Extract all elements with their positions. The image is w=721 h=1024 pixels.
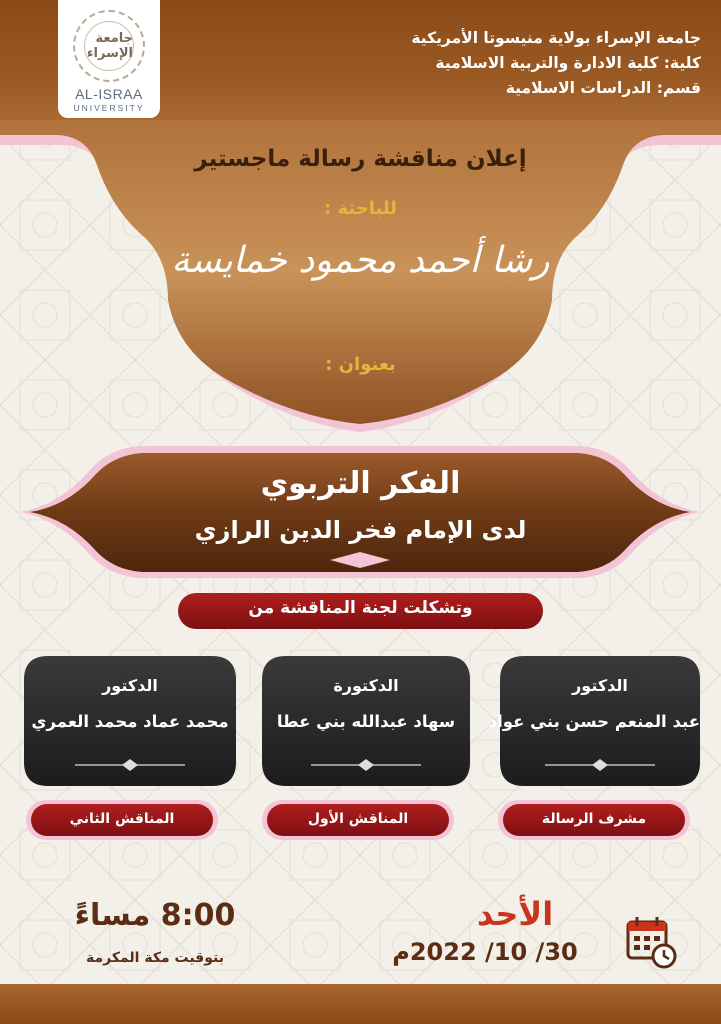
announcement-title: إعلان مناقشة رسالة ماجستير: [194, 146, 527, 172]
committee-card-3-name: محمد عماد محمد العمري: [31, 712, 229, 731]
thesis-title-line1: الفكر التربوي: [260, 466, 461, 501]
committee-card-2-name: سهاد عبدالله بني عطا: [276, 712, 456, 731]
logo-seal-text: جامعة الإسراء: [84, 21, 134, 71]
event-date: 30/ 10/ 2022م: [392, 938, 578, 966]
event-timezone: بتوقيت مكة المكرمة: [86, 950, 224, 966]
thesis-title-line2: لدى الإمام فخر الدين الرازي: [194, 516, 527, 544]
logo-subtitle: UNIVERSITY: [73, 103, 145, 113]
role-supervisor: مشرف الرسالة: [541, 811, 647, 827]
committee-card-3-title: الدكتور: [102, 676, 158, 695]
committee-card-2-title: الدكتورة: [333, 676, 399, 695]
university-name: جامعة الإسراء بولاية منيسوتا الأمريكية: [411, 29, 701, 47]
college-name: كلية: كلية الادارة والتربية الاسلامية: [435, 54, 701, 72]
calendar-clock-icon: [626, 914, 678, 970]
role-second-examiner: المناقش الثاني: [69, 811, 175, 827]
role-first-examiner: المناقش الأول: [307, 811, 409, 827]
event-day: الأحد: [476, 895, 554, 933]
committee-card-1-title: الدكتور: [572, 676, 628, 695]
logo-name: AL-ISRAA: [75, 86, 143, 102]
department-name: قسم: الدراسات الاسلامية: [505, 79, 701, 97]
university-logo: [58, 0, 160, 118]
thesis-label: بعنوان :: [325, 354, 396, 375]
researcher-label: للباحثة :: [324, 198, 397, 219]
header-info: [411, 26, 701, 101]
logo-seal: [73, 10, 145, 82]
committee-card-1-name: عبد المنعم حسن بني عواد: [488, 712, 700, 731]
researcher-name: رشا أحمد محمود خمايسة: [171, 240, 550, 281]
committee-label: وتشكلت لجنة المناقشة من: [248, 598, 473, 618]
event-time: 8:00 مساءً: [74, 898, 236, 933]
